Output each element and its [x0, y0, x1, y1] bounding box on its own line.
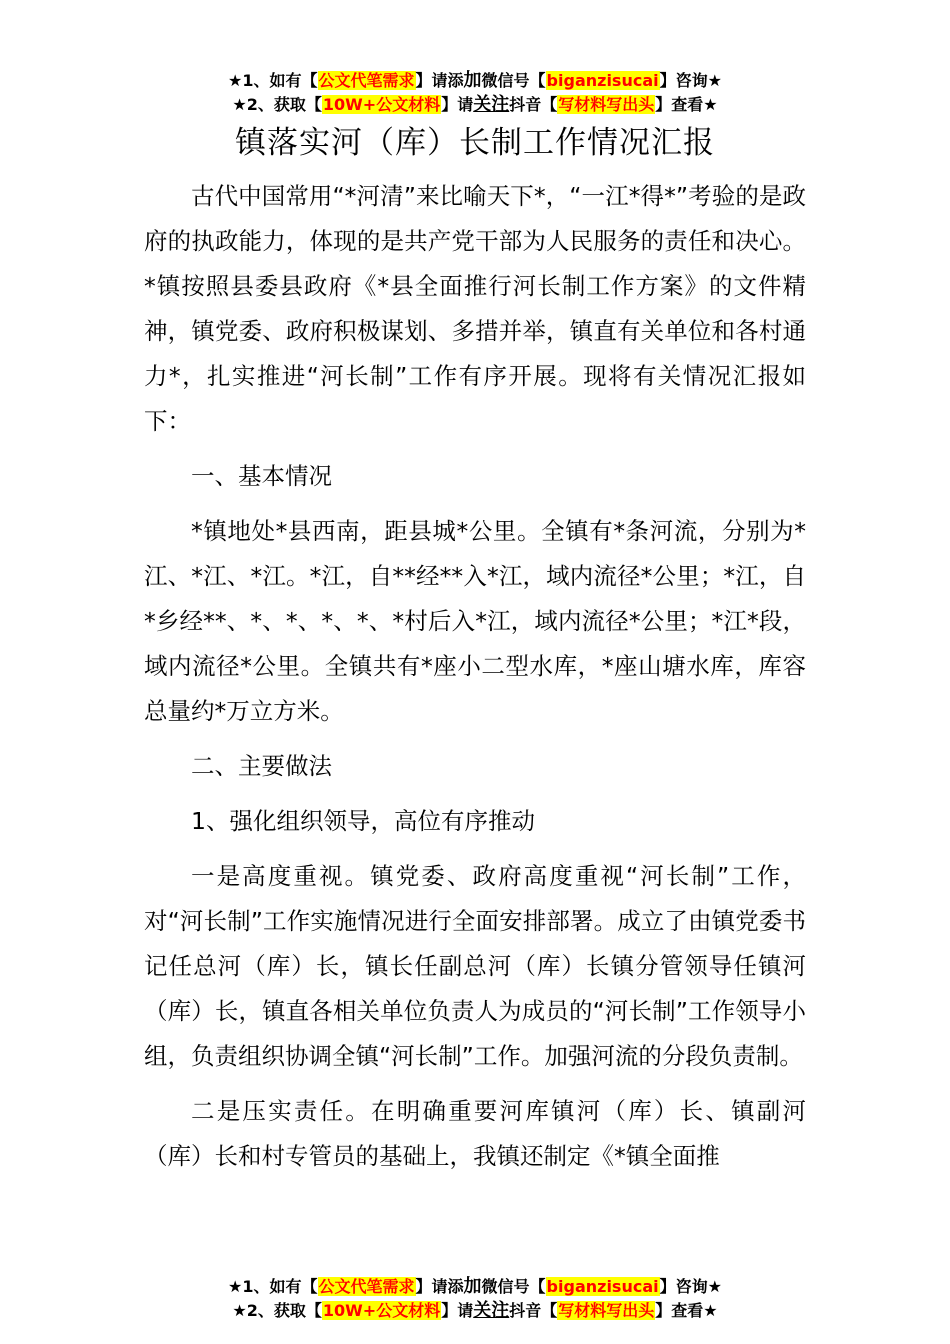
promo-text: 抖音【 — [509, 95, 558, 114]
promo-line-2-top — [0, 94, 950, 116]
promo-text: 微信号【 — [481, 71, 546, 90]
promo-text: 加 — [463, 1276, 482, 1297]
promo-text: 】咨询★ — [659, 1277, 722, 1296]
promo-text: 】请 — [441, 1301, 474, 1320]
promo-douyin-id: 写材料写出头 — [558, 95, 655, 114]
paragraph-responsibility: 二是压实责任。在明确重要河库镇河（库）长、镇副河（库）长和村专管员的基础上，我镇还制定《*镇全面推 — [144, 1097, 806, 1170]
promo-text: 】查看★ — [655, 95, 718, 114]
promo-text: 关注 — [473, 94, 510, 115]
promo-wechat-id: biganzisucai — [546, 71, 659, 90]
promo-highlight: 公文代笔需求 — [318, 1277, 415, 1296]
promo-line-1-top — [0, 70, 950, 92]
promo-text: 】咨询★ — [659, 71, 722, 90]
promo-text: 】查看★ — [655, 1301, 718, 1320]
promo-text: 加 — [463, 70, 482, 91]
section-heading-measures: 二、主要做法 — [191, 752, 332, 780]
promo-line-1-bottom — [0, 1276, 950, 1298]
section-heading-basic: 一、基本情况 — [191, 462, 332, 490]
promo-text: ★1、如有【 — [228, 1277, 318, 1296]
paragraph-intro: 古代中国常用“*河清”来比喻天下*，“一江*得*”考验的是政府的执政能力，体现的是共产党干部为人民服务的责任和决心。*镇按照县委县政府《*县全面推行河长制工作方案》的文件精神，镇党委、政府积极谋划、多措并举，镇直有关单位和各村通力*，扎实推进“河长制”工作有序开展。现将有关情况汇报如下： — [144, 182, 806, 435]
paragraph-basic-situation: *镇地处*县西南，距县城*公里。全镇有*条河流，分别为*江、*江、*江。*江，自**经**入*江，域内流径*公里；*江，自*乡经**、*、*、*、*、*村后入*江，域内流径*公里；*江*段，域内流径*公里。全镇共有*座小二型水库，*座山塘水库，库容总量约*万立方米。 — [144, 517, 806, 725]
promo-highlight: 10W+公文材料 — [322, 1301, 441, 1320]
promo-text: 关注 — [473, 1300, 510, 1321]
promo-highlight: 公文代笔需求 — [318, 71, 415, 90]
subsection-heading-leadership: 1、强化组织领导，高位有序推动 — [191, 807, 535, 835]
promo-line-2-bottom — [0, 1300, 950, 1322]
promo-text: ★2、获取【 — [232, 1301, 322, 1320]
promo-highlight: 10W+公文材料 — [322, 95, 441, 114]
promo-text: 微信号【 — [481, 1277, 546, 1296]
promo-text: 】请添 — [415, 71, 464, 90]
promo-text: ★1、如有【 — [228, 71, 318, 90]
promo-text: 抖音【 — [509, 1301, 558, 1320]
promo-text: 】请添 — [415, 1277, 464, 1296]
promo-text: 】请 — [441, 95, 474, 114]
document-title: 镇落实河（库）长制工作情况汇报 — [235, 125, 715, 161]
document-body — [144, 174, 806, 1189]
promo-text: ★2、获取【 — [232, 95, 322, 114]
promo-wechat-id: biganzisucai — [546, 1277, 659, 1296]
paragraph-attention: 一是高度重视。镇党委、政府高度重视“河长制”工作，对“河长制”工作实施情况进行全面安排部署。成立了由镇党委书记任总河（库）长，镇长任副总河（库）长镇分管领导任镇河（库）长，镇直各相关单位负责人为成员的“河长制”工作领导小组，负责组织协调全镇“河长制”工作。加强河流的分段负责制。 — [144, 862, 806, 1070]
promo-douyin-id: 写材料写出头 — [558, 1301, 655, 1320]
